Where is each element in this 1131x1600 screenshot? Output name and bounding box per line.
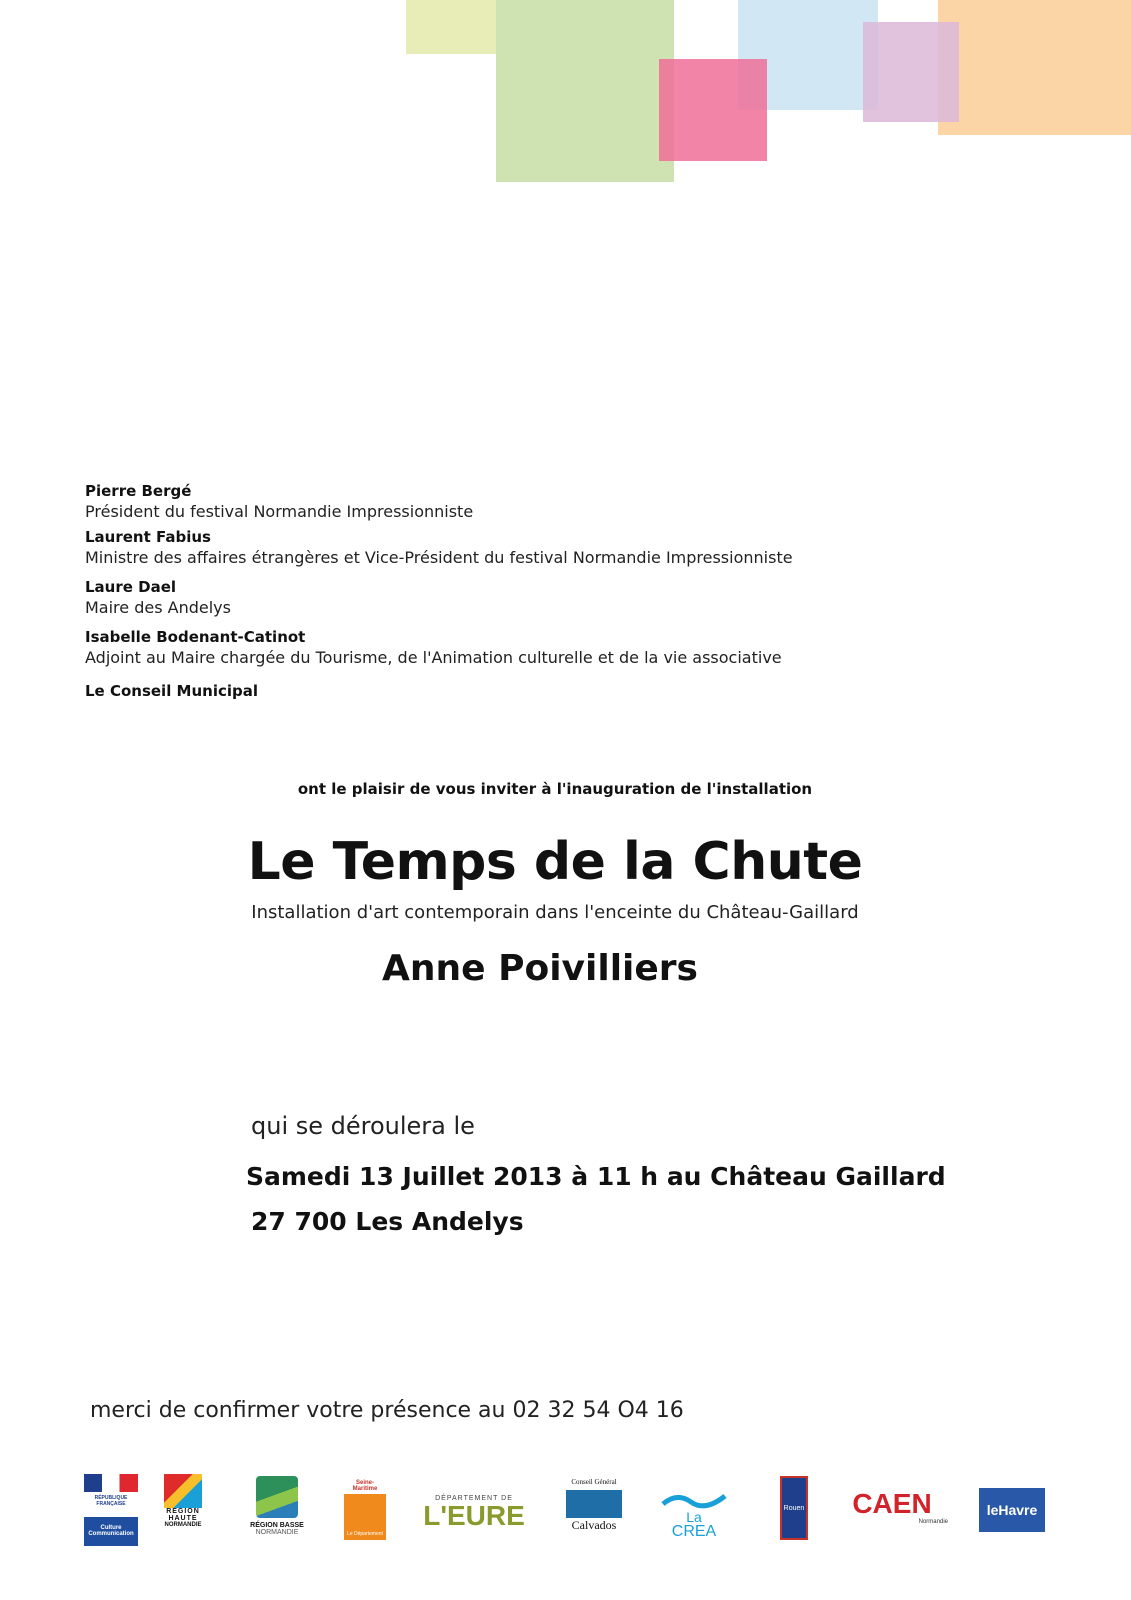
decor-square-pink [659,59,767,161]
logo-text: Culture Communication [88,1525,134,1538]
logo-text: leHavre [986,1502,1038,1518]
logo-republique-francaise [84,1474,138,1546]
rsvp-line: merci de confirmer votre présence au 02 32 54 O4 16 [90,1398,684,1423]
logo-caen [836,1484,948,1530]
host-name: Isabelle Bodenant-Catinot [85,628,306,646]
logo-text: RÉPUBLIQUE FRANÇAISE [94,1494,128,1507]
logo-la-crea [658,1488,730,1542]
logo-text: Conseil Général [571,1478,617,1486]
logo-seine-maritime [344,1480,386,1540]
logo-text: La [686,1509,702,1525]
logo-text: Seine-Maritime [352,1480,378,1492]
host-role: Président du festival Normandie Impressionniste [85,502,474,521]
host-role: Ministre des affaires étrangères et Vice-Président du festival Normandie Impressionniste [85,548,793,567]
logo-calvados [564,1478,624,1542]
host-name: Pierre Bergé [85,482,192,500]
logo-text: Calvados [571,1518,617,1532]
logo-text: Rouen [783,1504,805,1512]
logo-text: DÉPARTEMENT DE [435,1494,513,1502]
logo-text: HAUTE [168,1515,198,1522]
artist-name: Anne Poivilliers [382,948,698,989]
event-place: 27 700 Les Andelys [251,1207,524,1236]
logo-text: NORMANDIE [255,1529,299,1536]
host-role: Adjoint au Maire chargée du Tourisme, de l'Animation culturelle et de la vie associative [85,648,782,667]
logo-eure [414,1492,534,1532]
event-date: Samedi 13 Juillet 2013 à 11 h au Château Gaillard [246,1162,946,1191]
logo-text: RÉGION BASSE [250,1522,304,1529]
event-title: Le Temps de la Chute [247,832,863,892]
host-name: Laurent Fabius [85,528,211,546]
logo-text: L'EURE [423,1499,525,1531]
decor-square-green [496,0,674,182]
logo-text: CAEN [852,1488,932,1519]
host-name: Laure Dael [85,578,177,596]
logo-basse-normandie [248,1476,306,1550]
event-subtitle: Installation d'art contemporain dans l'enceinte du Château-Gaillard [251,902,859,923]
host-name: Le Conseil Municipal [85,682,259,700]
logo-text: NORMANDIE [164,1522,202,1528]
hosts-list [85,481,885,701]
logo-haute-normandie [164,1474,202,1546]
wave-icon [661,1490,727,1510]
logo-le-havre [979,1488,1045,1532]
event-intro: qui se déroulera le [251,1112,475,1140]
logo-text: REGION [166,1508,200,1515]
logo-rouen [780,1476,808,1540]
logo-text: CREA [671,1523,717,1540]
sponsor-logos [80,1470,1060,1550]
host-role: Maire des Andelys [85,598,231,617]
logo-text: Le Département [347,1531,383,1537]
decor-square-orange [938,0,1131,135]
invite-line: ont le plaisir de vous inviter à l'inauguration de l'installation [297,780,813,798]
logo-text: Normandie [918,1519,948,1525]
decor-square-mauve [863,22,959,122]
